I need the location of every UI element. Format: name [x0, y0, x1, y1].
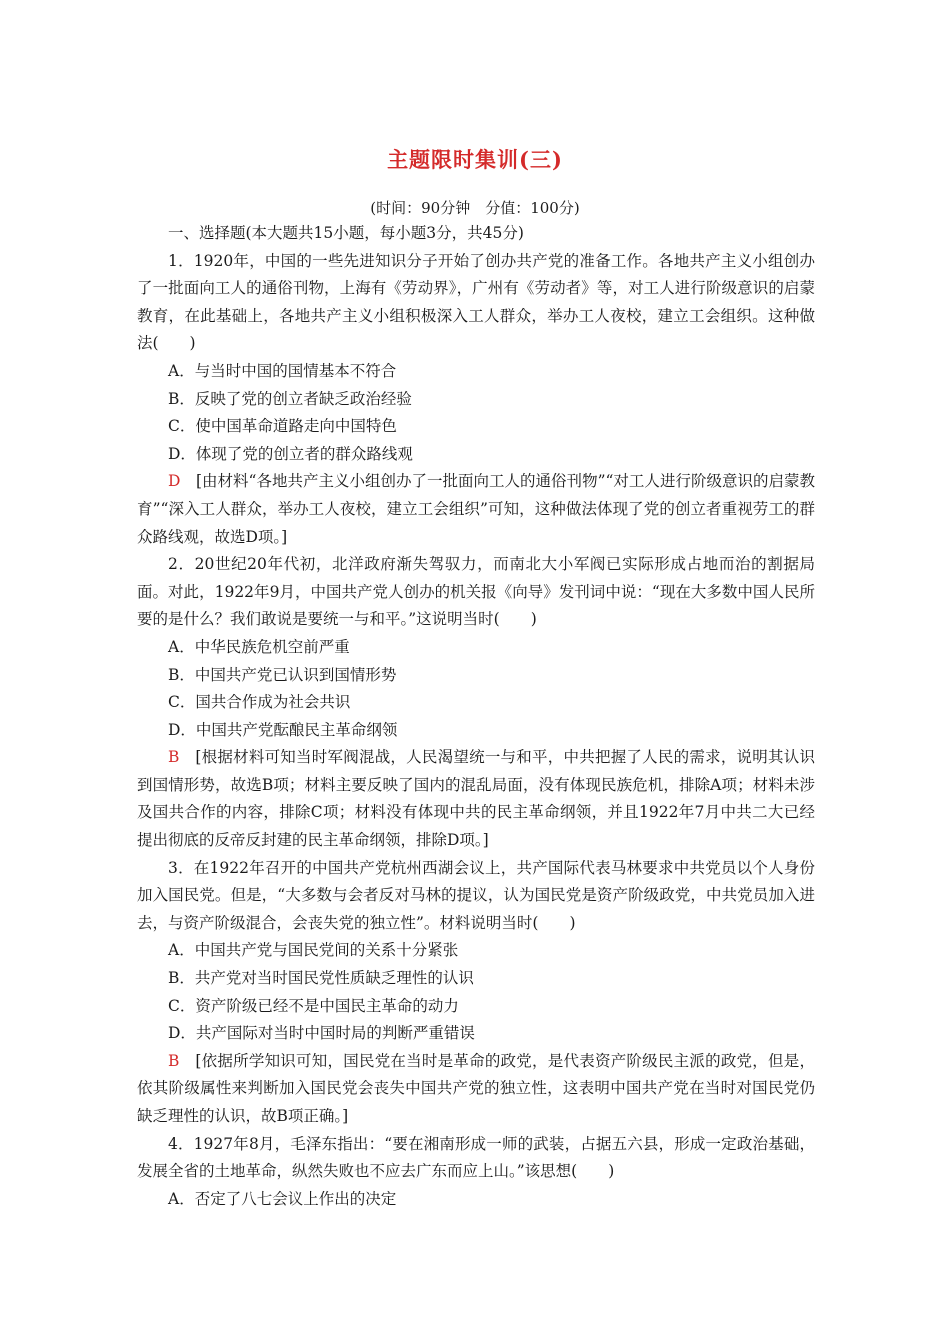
answer-letter: B — [168, 748, 180, 767]
option: D．共产国际对当时中国时局的判断严重错误 — [168, 1024, 475, 1043]
answer-explanation — [137, 744, 815, 854]
option: D．中国共产党酝酿民主革命纲领 — [168, 720, 398, 739]
option: A．否定了八七会议上作出的决定 — [168, 1189, 397, 1208]
explanation-text: [由材料“各地共产主义小组创办了一批面向工人的通俗刊物”“对工人进行阶级意识的启蒙教育”“深入工人群众，举办工人夜校，建立工会组织”可知，这种做法体现了党的创立者重视劳工的群众路线观，故选D项。] — [137, 472, 815, 546]
option: A．中华民族危机空前严重 — [168, 637, 350, 656]
option: D．体现了党的创立者的群众路线观 — [168, 444, 413, 463]
document-body — [137, 220, 815, 1213]
time-score-info: (时间：90分钟 分值：100分) — [370, 199, 580, 217]
answer-letter: D — [168, 472, 181, 491]
option: B．中国共产党已认识到国情形势 — [168, 665, 397, 684]
option: C．资产阶级已经不是中国民主革命的动力 — [168, 996, 459, 1015]
question-stem: 1．1920年，中国的一些先进知识分子开始了创办共产党的准备工作。各地共产主义小组创办了一批面向工人的通俗刊物，上海有《劳动界》，广州有《劳动者》等，对工人进行阶级意识的启蒙教育，在此基础上，各地共产主义小组积极深入工人群众，举办工人夜校，建立工会组织。这种做法( ) — [137, 251, 815, 353]
explanation-text: [根据材料可知当时军阀混战，人民渴望统一与和平，中共把握了人民的需求，说明其认识到国情形势，故选B项；材料主要反映了国内的混乱局面，没有体现民族危机，排除A项；材料未涉及国共合作的内容，排除C项；材料没有体现中共的民主革命纲领，并且1922年7月中共二大已经提出彻底的反帝反封建的民主革命纲领，排除D项。] — [137, 748, 815, 850]
answer-letter: B — [168, 1051, 180, 1070]
option: C．使中国革命道路走向中国特色 — [168, 417, 397, 436]
page-title: 主题限时集训(三) — [387, 147, 563, 172]
answer-explanation — [137, 468, 815, 551]
answer-explanation — [137, 1048, 815, 1131]
option: B．共产党对当时国民党性质缺乏理性的认识 — [168, 969, 474, 988]
question-stem: 3．在1922年召开的中国共产党杭州西湖会议上，共产国际代表马林要求中共党员以个人身份加入国民党。但是，“大多数与会者反对马林的提议，认为国民党是资产阶级政党，中共党员加入进去，与资产阶级混合，会丧失党的独立性”。材料说明当时( ) — [137, 858, 815, 932]
explanation-text: [依据所学知识可知，国民党在当时是革命的政党，是代表资产阶级民主派的政党，但是，依其阶级属性来判断加入国民党会丧失中国共产党的独立性，这表明中国共产党在当时对国民党仍缺乏理性的认识，故B项正确。] — [137, 1051, 815, 1125]
option: A．与当时中国的国情基本不符合 — [168, 361, 397, 380]
option: A．中国共产党与国民党间的关系十分紧张 — [168, 941, 459, 960]
section-heading: 一、选择题(本大题共15小题，每小题3分，共45分) — [168, 224, 524, 242]
option: B．反映了党的创立者缺乏政治经验 — [168, 389, 412, 408]
question-stem: 2．20世纪20年代初，北洋政府渐失驾驭力，而南北大小军阀已实际形成占地而治的割据局面。对此，1922年9月，中国共产党人创办的机关报《向导》发刊词中说：“现在大多数中国人民所要的是什么？我们敢说是要统一与和平。”这说明当时( ) — [137, 555, 815, 629]
option: C．国共合作成为社会共识 — [168, 693, 351, 712]
question-stem: 4．1927年8月，毛泽东指出：“要在湘南形成一师的武装，占据五六县，形成一定政治基础，发展全省的土地革命，纵然失败也不应去广东而应上山。”该思想( ) — [137, 1134, 815, 1181]
